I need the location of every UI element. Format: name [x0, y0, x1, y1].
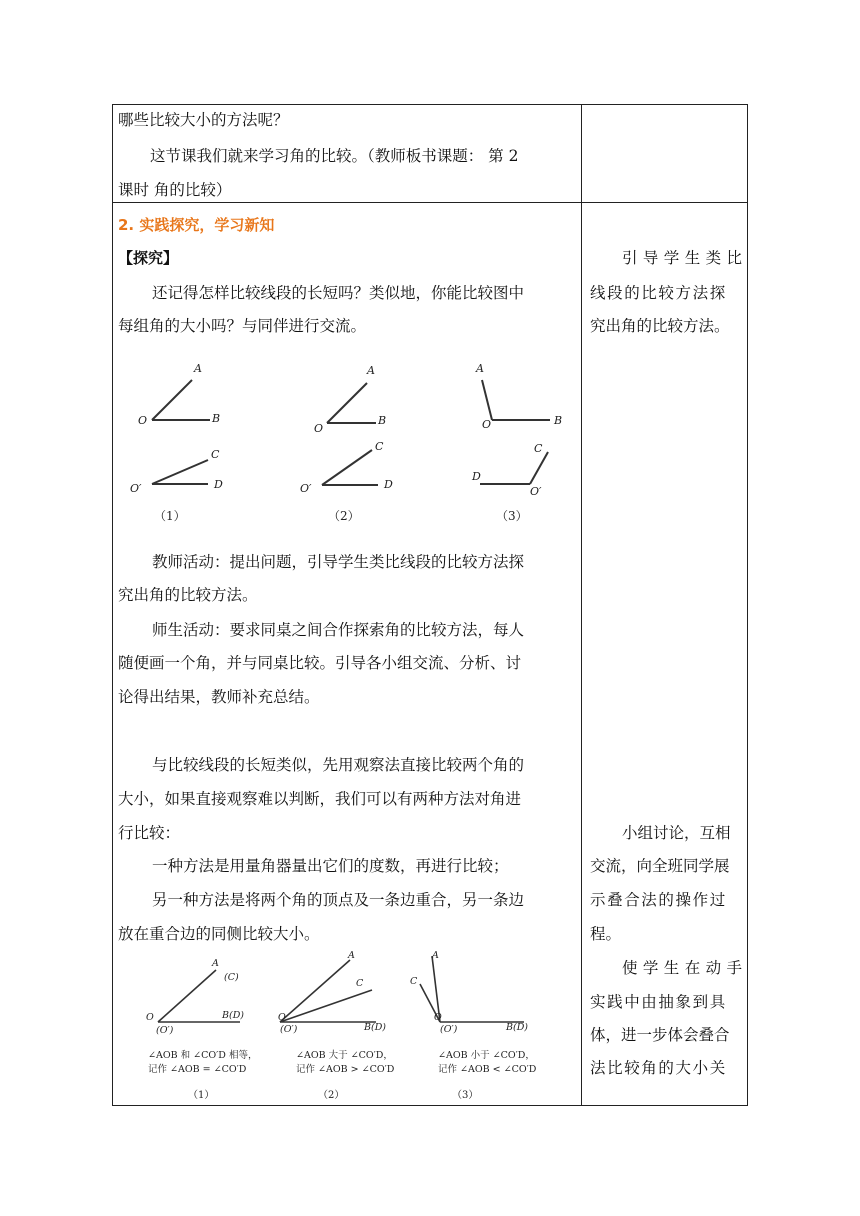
guide-line-1: 引导学生类比 [622, 249, 748, 267]
label-o-prime: O′ [300, 482, 312, 495]
group-line-1: 小组讨论，互相 [622, 824, 731, 842]
row-divider [113, 202, 747, 203]
figure-caption-2: （2） [328, 509, 360, 523]
sim-line-1: 与比较线段的长短类似，先用观察法直接比较两个角的 [152, 756, 525, 774]
explore-line-2: 每组角的大小吗？与同伴进行交流。 [118, 317, 367, 335]
label-o-prime-paren: (O′) [156, 1025, 174, 1036]
label-c: C [211, 448, 220, 461]
explore-label: 【探究】 [118, 249, 179, 267]
label-c-paren: (C) [224, 972, 239, 983]
ts-line-1: 师生活动：要求同桌之间合作探索角的比较方法，每人 [152, 621, 525, 639]
method-2-line-1: 另一种方法是将两个角的顶点及一条边重合，另一条边 [152, 891, 525, 909]
practice-line-1: 使学生在动手 [622, 959, 748, 977]
label-o: O [482, 418, 492, 431]
figure-caption-3: （3） [496, 509, 528, 523]
label-c: C [375, 440, 384, 453]
label-d: D [384, 478, 393, 491]
sim-line-2: 大小，如果直接观察难以判断，我们可以有两种方法对角进 [118, 790, 522, 808]
label-o: O [146, 1012, 154, 1023]
label-b: B [212, 412, 221, 425]
label-o: O [278, 1012, 286, 1023]
practice-line-2: 实践中由抽象到具 [590, 993, 727, 1011]
practice-line-3: 体，进一步体会叠合 [590, 1026, 730, 1044]
section-heading: 2. 实践探究，学习新知 [118, 216, 275, 234]
label-d: D [472, 470, 481, 483]
intro-line-3: 课时 角的比较） [118, 181, 232, 199]
intro-line-2: 这节课我们就来学习角的比较。（教师板书课题： 第 2 [150, 147, 519, 165]
label-a: A [348, 950, 355, 961]
figure-caption-2: （2） [318, 1090, 345, 1101]
label-d: D [214, 478, 223, 491]
label-c: C [534, 442, 543, 455]
teacher-line-2: 究出角的比较方法。 [118, 586, 258, 604]
label-o: O [434, 1012, 442, 1023]
practice-line-4: 法比较角的大小关 [590, 1059, 727, 1077]
label-c: C [356, 978, 364, 989]
label-o: O [138, 414, 148, 427]
ts-line-3: 论得出结果，教师补充总结。 [118, 688, 320, 706]
label-a: A [432, 950, 439, 961]
note-1-line-1: ∠AOB 和 ∠CO′D 相等， [148, 1050, 258, 1061]
label-o: O [314, 422, 324, 435]
label-o-prime: O′ [530, 485, 542, 498]
ts-line-2: 随便画一个角，并与同桌比较。引导各小组交流、分析、讨 [118, 654, 522, 672]
method-2-line-2: 放在重合边的同侧比较大小。 [118, 925, 320, 943]
note-1-line-2: 记作 ∠AOB = ∠CO′D [148, 1064, 247, 1075]
teacher-line-1: 教师活动：提出问题，引导学生类比线段的比较方法探 [152, 553, 525, 571]
angle-figure-set-1 [120, 350, 570, 530]
note-2-line-2: 记作 ∠AOB > ∠CO′D [296, 1064, 395, 1075]
label-c: C [410, 976, 418, 987]
column-divider [581, 105, 582, 1105]
guide-line-3: 究出角的比较方法。 [590, 317, 730, 335]
label-b: B [554, 414, 563, 427]
label-b-d: B(D) [222, 1010, 245, 1021]
label-a: A [476, 362, 484, 375]
note-3-line-2: 记作 ∠AOB < ∠CO′D [438, 1064, 537, 1075]
label-a: A [194, 362, 202, 375]
guide-line-2: 线段的比较方法探 [590, 284, 727, 302]
figure-caption-1: （1） [188, 1090, 215, 1101]
label-a: A [212, 958, 219, 969]
label-b-d: B(D) [506, 1022, 529, 1033]
label-o-prime-paren: (O′) [440, 1024, 458, 1035]
sim-line-3: 行比较： [118, 824, 181, 842]
note-2-line-1: ∠AOB 大于 ∠CO′D， [296, 1050, 393, 1061]
label-b: B [378, 414, 387, 427]
label-o-prime: O′ [130, 482, 142, 495]
note-3-line-1: ∠AOB 小于 ∠CO′D， [438, 1050, 535, 1061]
figure-caption-1: （1） [154, 509, 186, 523]
method-1: 一种方法是用量角器量出它们的度数，再进行比较； [152, 857, 509, 875]
explore-line-1: 还记得怎样比较线段的长短吗？类似地，你能比较图中 [152, 284, 525, 302]
group-line-3: 示叠合法的操作过 [590, 891, 727, 909]
label-a: A [367, 364, 375, 377]
label-o-prime-paren: (O′) [280, 1024, 298, 1035]
group-line-2: 交流，向全班同学展 [590, 857, 730, 875]
label-b-d: B(D) [364, 1022, 387, 1033]
group-line-4: 程。 [590, 925, 622, 943]
figure-caption-3: （3） [452, 1090, 479, 1101]
intro-line-1: 哪些比较大小的方法呢？ [118, 111, 289, 129]
angle-figure-set-2 [140, 950, 560, 1104]
